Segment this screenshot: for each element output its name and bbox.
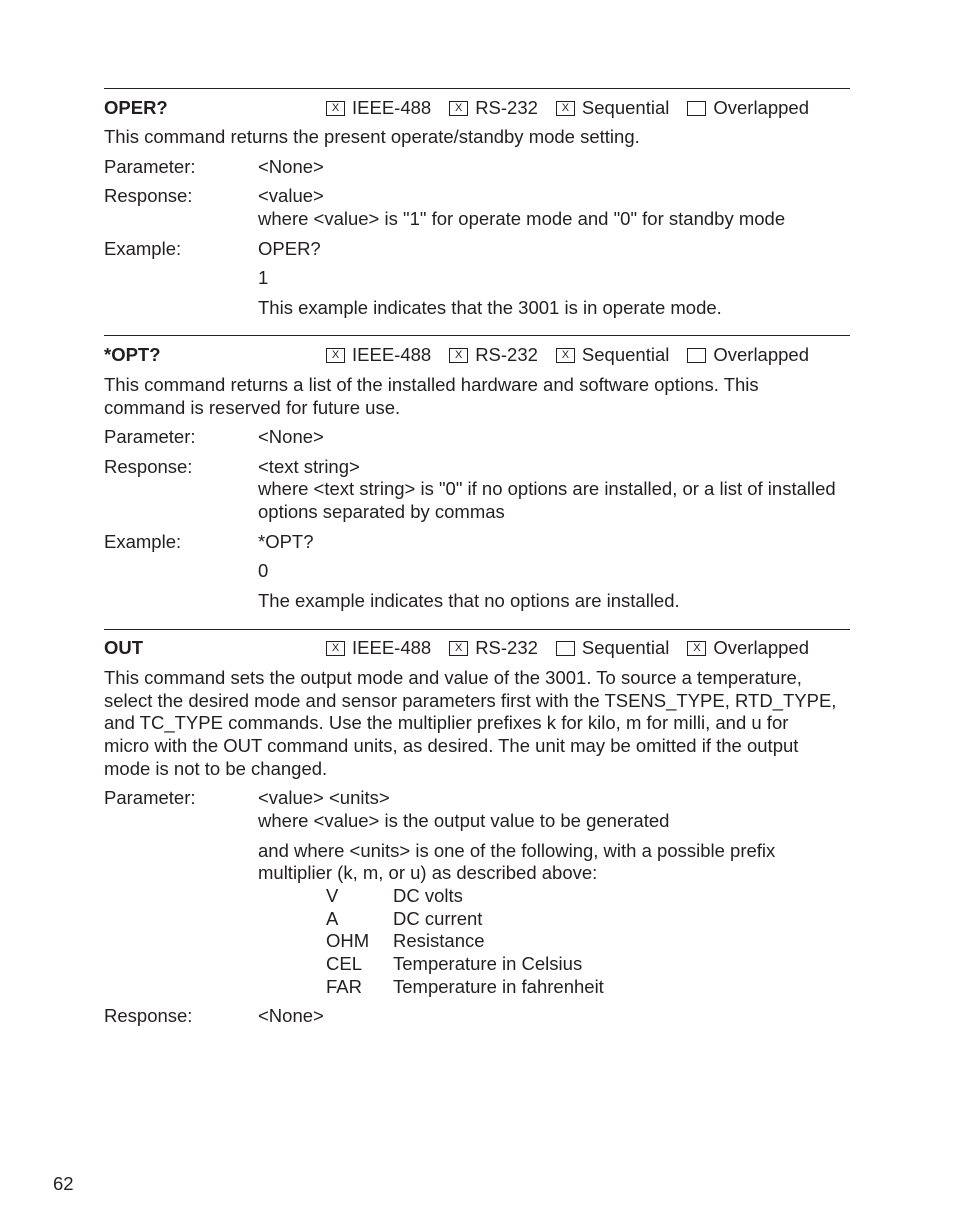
checkbox-mark: X — [449, 101, 468, 116]
checkbox-mark: X — [326, 101, 345, 116]
unit-description: Temperature in Celsius — [393, 953, 583, 974]
response-line: where <value> is "1" for operate mode and "0" for standby mode — [258, 208, 786, 229]
unit-code: A — [326, 908, 339, 929]
description-line: micro with the OUT command units, as desired. The unit may be omitted if the output — [104, 735, 799, 756]
flag-sequential — [556, 96, 669, 120]
flag-label: IEEE-488 — [352, 344, 432, 365]
unit-description: Resistance — [393, 930, 485, 951]
example-output: 1 — [258, 267, 269, 288]
flag-overlapped — [687, 343, 809, 367]
unit-code: CEL — [326, 953, 362, 974]
checkbox-mark: X — [326, 641, 345, 656]
description-line: This command returns the present operate/standby mode setting. — [104, 126, 640, 147]
response-line: <value> — [258, 185, 324, 206]
unit-description: DC current — [393, 908, 483, 929]
response-line: where <text string> is "0" if no options are installed, or a list of installed — [258, 478, 836, 499]
flag-label: IEEE-488 — [352, 637, 432, 658]
example-label: Example: — [104, 531, 182, 552]
section-divider — [104, 335, 850, 336]
unit-code: FAR — [326, 976, 362, 997]
section-divider — [104, 629, 850, 630]
flag-sequential — [556, 636, 669, 660]
checkbox-mark: X — [449, 641, 468, 656]
parameter-line: and where <units> is one of the following, with a possible prefix — [258, 840, 776, 861]
flag-overlapped — [687, 636, 809, 660]
response-line: options separated by commas — [258, 501, 505, 522]
parameter-value: <None> — [258, 156, 324, 177]
interface-flags — [326, 636, 827, 660]
flag-label: Overlapped — [713, 97, 810, 118]
parameter-line: where <value> is the output value to be generated — [258, 810, 670, 831]
interface-flags — [326, 96, 827, 120]
example-output: 0 — [258, 560, 269, 581]
flag-rs232 — [449, 343, 538, 367]
response-line: <text string> — [258, 456, 360, 477]
checkbox-mark: X — [556, 101, 575, 116]
checkbox-mark: X — [556, 348, 575, 363]
parameter-label: Parameter: — [104, 426, 196, 447]
example-note: The example indicates that no options are installed. — [258, 590, 680, 611]
description-line: command is reserved for future use. — [104, 397, 401, 418]
unit-code: V — [326, 885, 339, 906]
flag-sequential — [556, 343, 669, 367]
unit-description: DC volts — [393, 885, 463, 906]
parameter-label: Parameter: — [104, 787, 196, 808]
example-label: Example: — [104, 238, 182, 259]
flag-overlapped — [687, 96, 809, 120]
flag-label: RS-232 — [475, 637, 538, 658]
parameter-line: multiplier (k, m, or u) as described above: — [258, 862, 598, 883]
command-name: OPER? — [104, 97, 168, 118]
description-line: This command returns a list of the installed hardware and software options. This — [104, 374, 759, 395]
flag-rs232 — [449, 636, 538, 660]
flag-label: Sequential — [581, 637, 670, 658]
flag-label: RS-232 — [475, 344, 538, 365]
command-name: *OPT? — [104, 344, 161, 365]
parameter-label: Parameter: — [104, 156, 196, 177]
section-divider — [104, 88, 850, 89]
flag-ieee488 — [326, 343, 431, 367]
checkbox-mark: X — [687, 641, 706, 656]
example-note: This example indicates that the 3001 is in operate mode. — [258, 297, 722, 318]
flag-ieee488 — [326, 96, 431, 120]
response-label: Response: — [104, 456, 193, 477]
unit-description: Temperature in fahrenheit — [393, 976, 604, 997]
flag-label: RS-232 — [475, 97, 538, 118]
checkbox-mark — [687, 348, 706, 363]
flag-label: Sequential — [581, 97, 670, 118]
unit-code: OHM — [326, 930, 370, 951]
parameter-line: <value> <units> — [258, 787, 390, 808]
page-number: 62 — [53, 1173, 74, 1194]
flag-ieee488 — [326, 636, 431, 660]
description-line: This command sets the output mode and value of the 3001. To source a temperature, — [104, 667, 802, 688]
checkbox-mark: X — [449, 348, 468, 363]
flag-label: IEEE-488 — [352, 97, 432, 118]
example-command: OPER? — [258, 238, 321, 259]
flag-label: Overlapped — [713, 344, 810, 365]
response-value: <None> — [258, 1005, 324, 1026]
interface-flags — [326, 343, 827, 367]
flag-label: Sequential — [581, 344, 670, 365]
response-label: Response: — [104, 1005, 193, 1026]
flag-label: Overlapped — [713, 637, 810, 658]
checkbox-mark: X — [326, 348, 345, 363]
checkbox-mark — [687, 101, 706, 116]
checkbox-mark — [556, 641, 575, 656]
response-label: Response: — [104, 185, 193, 206]
parameter-value: <None> — [258, 426, 324, 447]
description-line: select the desired mode and sensor parameters first with the TSENS_TYPE, RTD_TYPE, — [104, 690, 837, 711]
example-command: *OPT? — [258, 531, 314, 552]
flag-rs232 — [449, 96, 538, 120]
command-header — [104, 343, 850, 367]
description-line: and TC_TYPE commands. Use the multiplier prefixes k for kilo, m for milli, and u for — [104, 712, 789, 733]
description-line: mode is not to be changed. — [104, 758, 328, 779]
command-header — [104, 96, 850, 120]
command-name: OUT — [104, 637, 144, 658]
command-header — [104, 636, 850, 660]
